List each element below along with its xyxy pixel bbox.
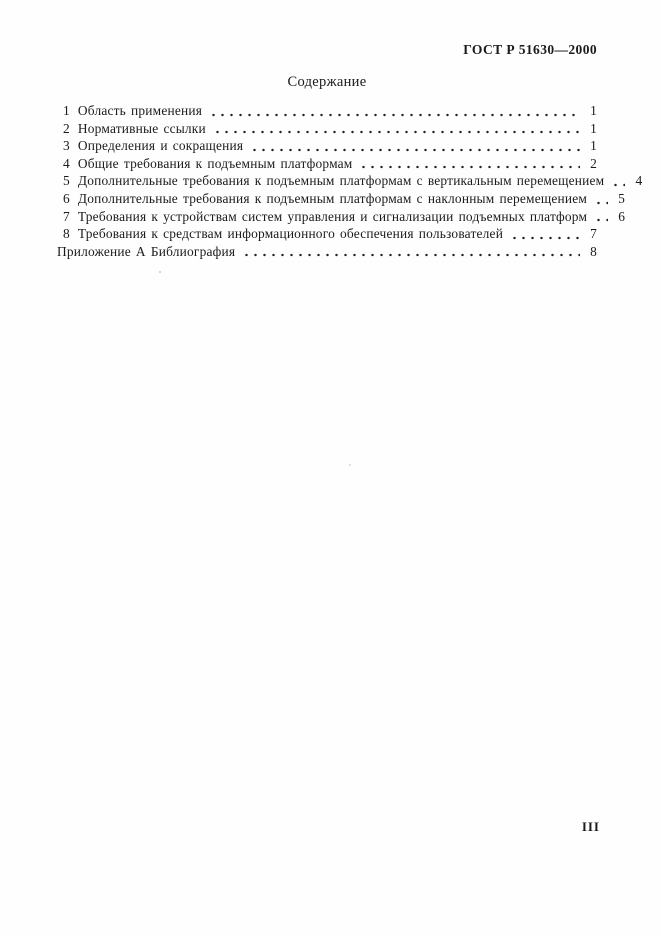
toc-entry xyxy=(57,243,597,261)
dot-leader xyxy=(242,253,580,257)
toc-entry-label: Нормативные ссылки xyxy=(77,120,206,136)
dot-leader xyxy=(359,165,580,169)
toc-entry xyxy=(57,120,597,138)
toc-entry-number: 2 xyxy=(63,120,70,136)
scan-artifact xyxy=(349,464,351,466)
toc-entry-label: Дополнительные требования к подъемным платформам с наклонным перемещением xyxy=(77,190,588,206)
toc-entry-page: 7 xyxy=(590,226,597,242)
toc-entry-page: 1 xyxy=(590,120,597,136)
toc-entry-number: 8 xyxy=(63,226,70,242)
toc-entry-label: Дополнительные требования к подъемным платформам с вертикальным перемещением xyxy=(77,173,605,189)
dot-leader xyxy=(213,130,580,134)
toc-entry xyxy=(57,102,597,120)
toc-list xyxy=(57,102,643,260)
toc-title: Содержание xyxy=(287,74,367,90)
toc-entry-page: 2 xyxy=(590,155,597,171)
toc-entry xyxy=(57,172,643,190)
page-number: III xyxy=(581,819,600,834)
toc-entry-number: 3 xyxy=(63,138,70,154)
dot-leader xyxy=(611,183,625,187)
dot-leader xyxy=(250,148,580,152)
scan-artifact xyxy=(159,271,161,273)
toc-entry xyxy=(57,225,597,243)
dot-leader xyxy=(209,113,580,117)
dot-leader xyxy=(594,201,608,205)
toc-entry-label: Требования к устройствам систем управления и сигнализации подъемных платформ xyxy=(77,208,588,224)
toc-entry-label: Область применения xyxy=(77,103,203,118)
toc-entry-page: 4 xyxy=(635,173,643,189)
dot-leader xyxy=(594,218,608,222)
toc-entry xyxy=(57,137,597,155)
toc-entry-page: 1 xyxy=(590,103,597,118)
toc-entry-label: Определения и сокращения xyxy=(77,138,244,154)
toc-entry-number: 4 xyxy=(63,155,70,171)
toc-entry-page: 5 xyxy=(618,190,626,206)
toc-entry-number: 6 xyxy=(63,190,70,206)
toc-entry-number: 5 xyxy=(63,173,70,189)
toc-entry-page: 6 xyxy=(618,208,626,224)
toc-entry xyxy=(57,190,626,208)
dot-leader xyxy=(510,236,580,240)
toc-entry-label: Общие требования к подъемным платформам xyxy=(77,155,353,171)
doc-code: ГОСТ Р 51630—2000 xyxy=(463,42,597,57)
toc-entry-number: 7 xyxy=(63,208,70,224)
toc-entry-number: 1 xyxy=(63,103,70,118)
toc-entry-label: Приложение А Библиография xyxy=(57,243,236,259)
toc-entry-page: 1 xyxy=(590,138,597,154)
toc-entry xyxy=(57,208,626,226)
toc-entry-label: Требования к средствам информационного обеспечения пользователей xyxy=(77,226,504,242)
toc-entry-page: 8 xyxy=(590,243,597,259)
toc-entry xyxy=(57,155,597,173)
